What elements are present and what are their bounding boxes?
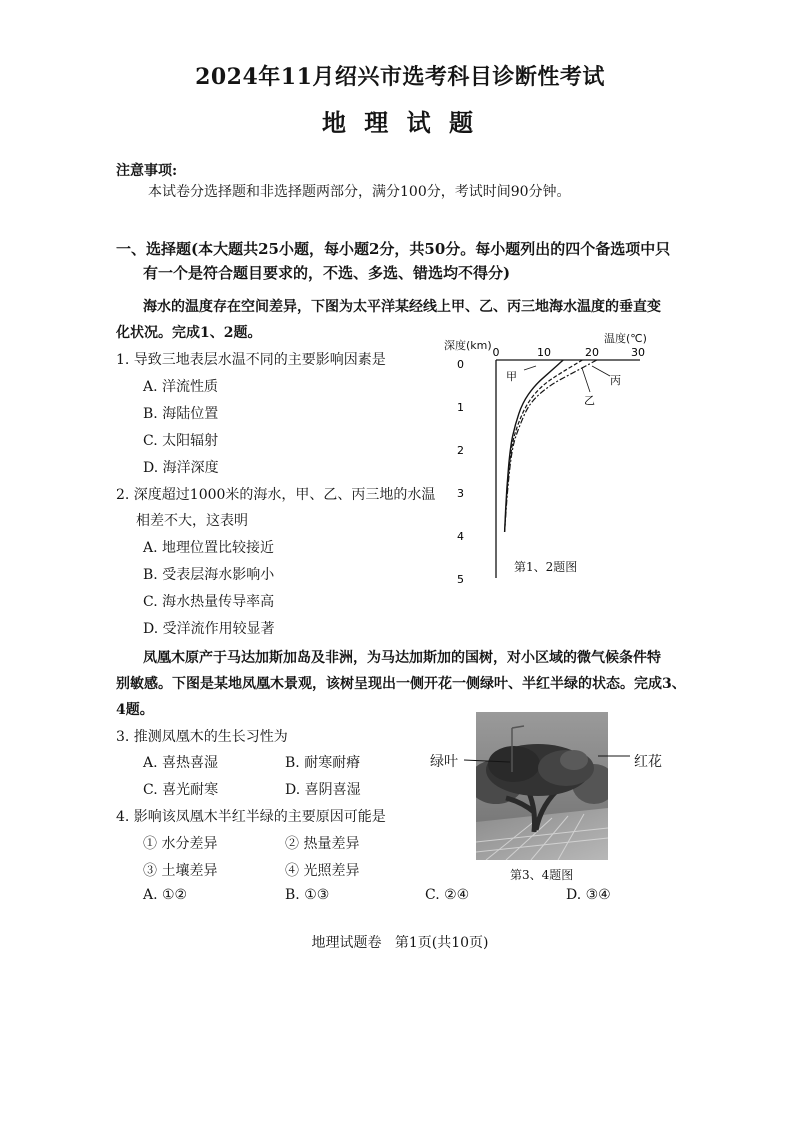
y-tick-2: 2 (457, 444, 464, 457)
q2-option-a[interactable]: A. 地理位置比较接近 (143, 540, 275, 556)
q4-item-2: ② 热量差异 (285, 836, 360, 852)
label-red-flowers: 红花 (634, 754, 662, 770)
q4-item-4: ④ 光照差异 (285, 863, 360, 879)
q1-option-b[interactable]: B. 海陆位置 (143, 406, 219, 422)
intro-q3-q4-line1: 凤凰木原产于马达加斯加岛及非洲，为马达加斯加的国树，对小区域的微气候条件特 (143, 650, 661, 666)
q4-stem: 4. 影响该凤凰木半红半绿的主要原因可能是 (116, 809, 386, 825)
q3-stem: 3. 推测凤凰木的生长习性为 (116, 729, 288, 745)
figure34-caption: 第3、4题图 (510, 868, 574, 882)
curve-label-jia: 甲 (506, 370, 517, 383)
q2-option-b[interactable]: B. 受表层海水影响小 (143, 567, 275, 583)
intro-q3-q4-line2: 别敏感。下图是某地凤凰木景观，该树呈现出一侧开花一侧绿叶、半红半绿的状态。完成3、 (116, 676, 686, 692)
temp-axis-label: 温度(℃) (604, 332, 647, 345)
y-tick-1: 1 (457, 401, 464, 414)
q1-stem: 1. 导致三地表层水温不同的主要影响因素是 (116, 352, 386, 368)
intro-q3-q4-line3: 4题。 (116, 702, 154, 718)
page-footer: 地理试题卷 第1页(共10页) (311, 935, 489, 951)
subject-title: 地 理 试 题 (321, 108, 479, 137)
label-leader-bing (592, 366, 610, 376)
label-leader-yi (582, 368, 590, 392)
q4-option-b[interactable]: B. ①③ (285, 887, 330, 903)
q3-option-c[interactable]: C. 喜光耐寒 (143, 782, 219, 798)
q2-stem-line1: 2. 深度超过1000米的海水，甲、乙、丙三地的水温 (116, 487, 436, 503)
x-tick-10: 10 (537, 346, 551, 359)
label-leader-jia (524, 366, 536, 370)
phoenix-tree-photo (476, 712, 608, 860)
curve-label-yi: 乙 (584, 394, 595, 407)
label-green-leaves: 绿叶 (430, 754, 458, 770)
q2-option-c[interactable]: C. 海水热量传导率高 (143, 594, 275, 610)
x-tick-0: 0 (492, 346, 500, 359)
q3-option-a[interactable]: A. 喜热喜湿 (143, 755, 219, 771)
q1-option-a[interactable]: A. 洋流性质 (143, 379, 219, 395)
depth-axis-label: 深度(km) (444, 339, 492, 352)
q4-item-1: ① 水分差异 (143, 836, 218, 852)
x-tick-30: 30 (631, 346, 645, 359)
q1-option-d[interactable]: D. 海洋深度 (143, 460, 219, 476)
q4-option-d[interactable]: D. ③④ (566, 887, 611, 903)
temperature-depth-chart (440, 332, 660, 594)
y-tick-5: 5 (457, 573, 464, 586)
q3-option-b[interactable]: B. 耐寒耐瘠 (285, 755, 361, 771)
q2-stem-line2: 相差不大，这表明 (136, 513, 248, 529)
curve-bing (505, 360, 597, 532)
figure12-caption: 第1、2题图 (514, 560, 578, 574)
y-tick-3: 3 (457, 487, 464, 500)
q4-option-a[interactable]: A. ①② (143, 887, 188, 903)
section-heading-line2: 有一个是符合题目要求的，不选、多选、错选均不得分) (143, 264, 511, 282)
exam-title: 2024年11月绍兴市选考科目诊断性考试 (195, 64, 605, 90)
intro-q1-q2-line2: 化状况。完成1、2题。 (116, 325, 262, 341)
y-tick-4: 4 (457, 530, 464, 543)
q4-option-c[interactable]: C. ②④ (425, 887, 470, 903)
curve-label-bing: 丙 (610, 374, 621, 387)
curve-yi (505, 360, 583, 532)
notice-heading: 注意事项: (116, 163, 178, 179)
y-tick-0: 0 (457, 358, 464, 371)
x-tick-20: 20 (585, 346, 599, 359)
q4-item-3: ③ 土壤差异 (143, 863, 218, 879)
photo-leader-lines (448, 740, 658, 780)
q3-option-d[interactable]: D. 喜阴喜湿 (285, 782, 361, 798)
q1-option-c[interactable]: C. 太阳辐射 (143, 433, 219, 449)
q2-option-d[interactable]: D. 受洋流作用较显著 (143, 621, 275, 637)
notice-text: 本试卷分选择题和非选择题两部分，满分100分，考试时间90分钟。 (148, 184, 571, 200)
section-heading-line1: 一、选择题(本大题共25小题，每小题2分，共50分。每小题列出的四个备选项中只 (116, 240, 671, 258)
intro-q1-q2-line1: 海水的温度存在空间差异，下图为太平洋某经线上甲、乙、丙三地海水温度的垂直变 (143, 299, 661, 315)
